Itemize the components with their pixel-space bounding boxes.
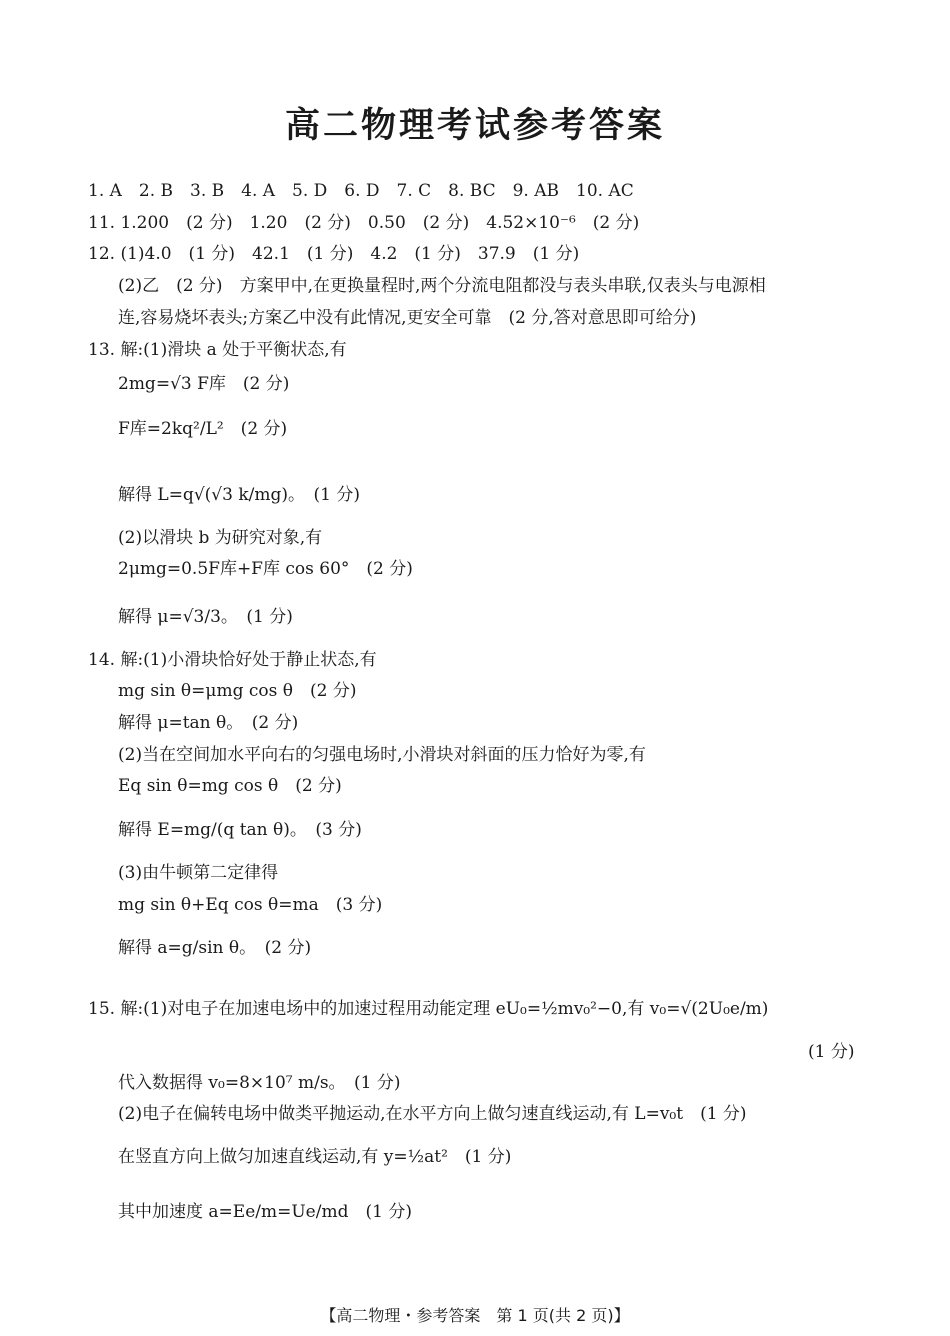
answer-line-24: 代入数据得 v₀=8×10⁷ m/s。 (1 分) [118, 1073, 401, 1093]
answer-line-21: 解得 a=g/sin θ。 (2 分) [118, 938, 312, 958]
answer-line-7: 2mg=√3 F库 (2 分) [118, 374, 290, 394]
answer-line-12: 解得 μ=√3/3。 (1 分) [118, 607, 293, 627]
answer-line-26: 在竖直方向上做匀加速直线运动,有 y=½at² (1 分) [118, 1147, 512, 1167]
answer-line-1: 1. A 2. B 3. B 4. A 5. D 6. D 7. C 8. BC 9. AB 10. AC [88, 181, 634, 201]
answer-line-22: 15. 解:(1)对电子在加速电场中的加速过程用动能定理 eU₀=½mv₀²−0,有 v₀=√(2U₀e/m) [88, 999, 769, 1019]
answer-line-10: (2)以滑块 b 为研究对象,有 [118, 528, 323, 548]
answer-line-9: 解得 L=q√(√3 k/mg)。 (1 分) [118, 485, 360, 505]
answer-line-18: 解得 E=mg/(q tan θ)。 (3 分) [118, 820, 362, 840]
page-footer: 【高二物理・参考答案 第 1 页(共 2 页)】 [320, 1306, 630, 1325]
answer-line-11: 2μmg=0.5F库+F库 cos 60° (2 分) [118, 559, 413, 579]
answer-line-6: 13. 解:(1)滑块 a 处于平衡状态,有 [88, 340, 347, 360]
answer-line-20: mg sin θ+Eq cos θ=ma (3 分) [118, 895, 383, 915]
answer-line-5: 连,容易烧坏表头;方案乙中没有此情况,更安全可靠 (2 分,答对意思即可给分) [118, 308, 697, 328]
answer-line-13: 14. 解:(1)小滑块恰好处于静止状态,有 [88, 650, 377, 670]
answer-line-4: (2)乙 (2 分) 方案甲中,在更换量程时,两个分流电阻都没与表头串联,仅表头与电源相 [118, 276, 766, 296]
answer-line-16: (2)当在空间加水平向右的匀强电场时,小滑块对斜面的压力恰好为零,有 [118, 745, 646, 765]
answer-line-19: (3)由牛顿第二定律得 [118, 863, 279, 883]
answer-line-25: (2)电子在偏转电场中做类平抛运动,在水平方向上做匀速直线运动,有 L=v₀t (1 分) [118, 1104, 747, 1124]
answer-line-3: 12. (1)4.0 (1 分) 42.1 (1 分) 4.2 (1 分) 37.9 (1 分) [88, 244, 580, 264]
answer-line-17: Eq sin θ=mg cos θ (2 分) [118, 776, 342, 796]
answer-line-27: 其中加速度 a=Ee/m=Ue/md (1 分) [118, 1202, 412, 1222]
page-title: 高二物理考试参考答案 [284, 106, 665, 146]
answer-line-2: 11. 1.200 (2 分) 1.20 (2 分) 0.50 (2 分) 4.52×10⁻⁶ (2 分) [88, 213, 640, 233]
answer-line-23: (1 分) [808, 1042, 855, 1062]
answer-line-15: 解得 μ=tan θ。 (2 分) [118, 713, 299, 733]
answer-line-14: mg sin θ=μmg cos θ (2 分) [118, 681, 357, 701]
answer-line-8: F库=2kq²/L² (2 分) [118, 419, 288, 439]
